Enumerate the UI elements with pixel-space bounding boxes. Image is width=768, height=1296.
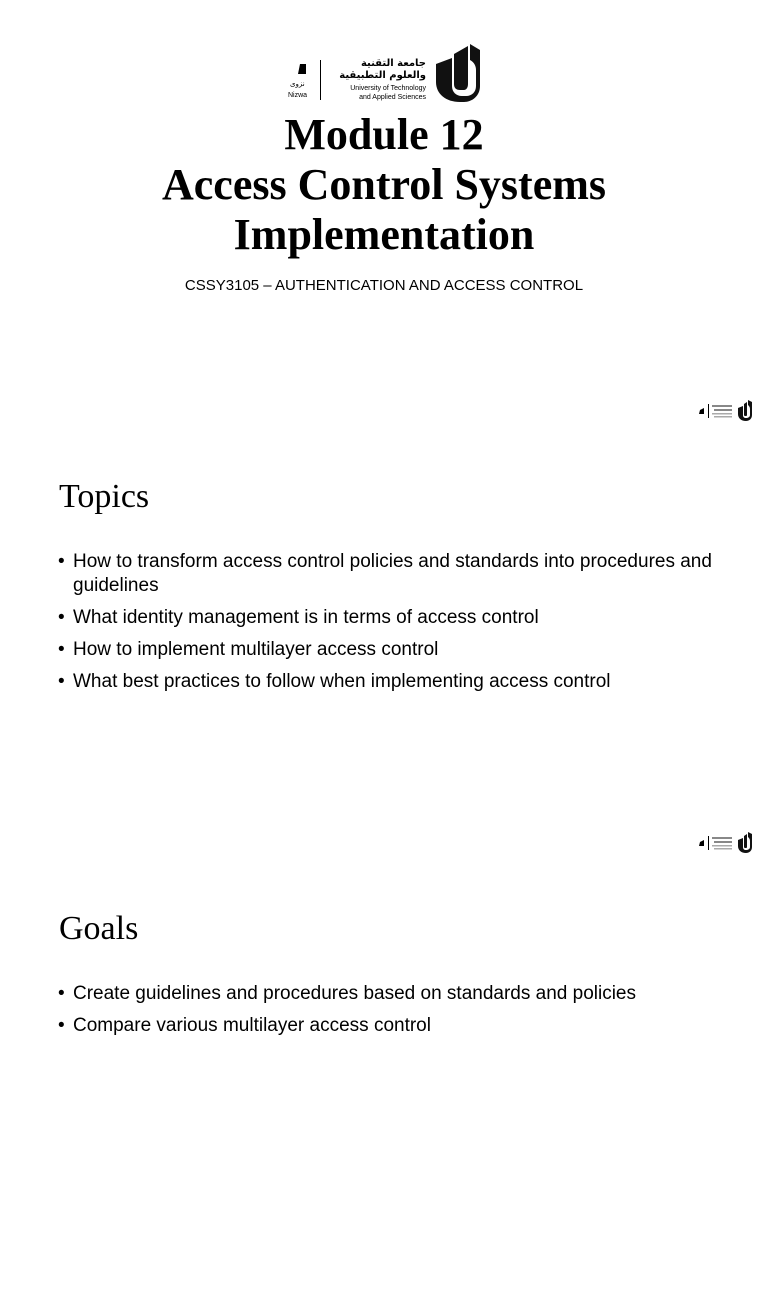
bullet-icon: •: [58, 551, 65, 572]
title-slide: [0, 0, 768, 432]
goals-heading: Goals: [59, 910, 139, 947]
topics-heading: Topics: [59, 478, 150, 515]
bullet-icon: •: [58, 1015, 65, 1036]
list-item: [58, 550, 738, 598]
goals-list: [58, 982, 738, 1046]
university-arabic-line2: والعلوم التطبيقية: [339, 70, 426, 81]
goals-slide: [0, 864, 768, 1296]
nizwa-english-label: Nizwa: [288, 92, 308, 99]
slide-title: [0, 110, 768, 260]
small-university-logo: [696, 398, 758, 422]
list-item: [58, 606, 738, 630]
list-item: [58, 670, 738, 694]
list-item-text: Compare various multilayer access control: [73, 1015, 431, 1036]
bullet-icon: •: [58, 639, 65, 660]
title-line-3: Implementation: [233, 210, 535, 259]
small-university-logo: [696, 830, 758, 854]
list-item-text: Create guidelines and procedures based on standards and policies: [73, 983, 636, 1004]
title-line-2: Access Control Systems: [161, 160, 607, 209]
logo-divider: [320, 60, 321, 100]
title-line-1: Module 12: [284, 110, 484, 159]
list-item: [58, 638, 738, 662]
university-arabic-line1: جامعة التقنية: [360, 58, 426, 69]
university-emblem-icon: [432, 40, 482, 104]
university-english-line2: and Applied Sciences: [359, 94, 426, 101]
list-item-text: What identity management is in terms of access control: [73, 607, 539, 628]
university-english-line1: University of Technology: [350, 85, 426, 92]
list-item-text: How to implement multilayer access control: [73, 639, 439, 660]
list-item-text: How to transform access control policies and standards into procedures and guidelines: [73, 551, 712, 596]
topics-list: [58, 550, 738, 702]
bullet-icon: •: [58, 983, 65, 1004]
university-logo: [286, 40, 482, 106]
bullet-icon: •: [58, 607, 65, 628]
nizwa-arabic-label: نزوى: [290, 80, 305, 88]
course-subtitle: CSSY3105 – AUTHENTICATION AND ACCESS CONTROL: [184, 277, 584, 294]
bullet-icon: •: [58, 671, 65, 692]
list-item: [58, 982, 738, 1006]
topics-slide: [0, 432, 768, 864]
list-item-text: What best practices to follow when implementing access control: [73, 671, 611, 692]
list-item: [58, 1014, 738, 1038]
